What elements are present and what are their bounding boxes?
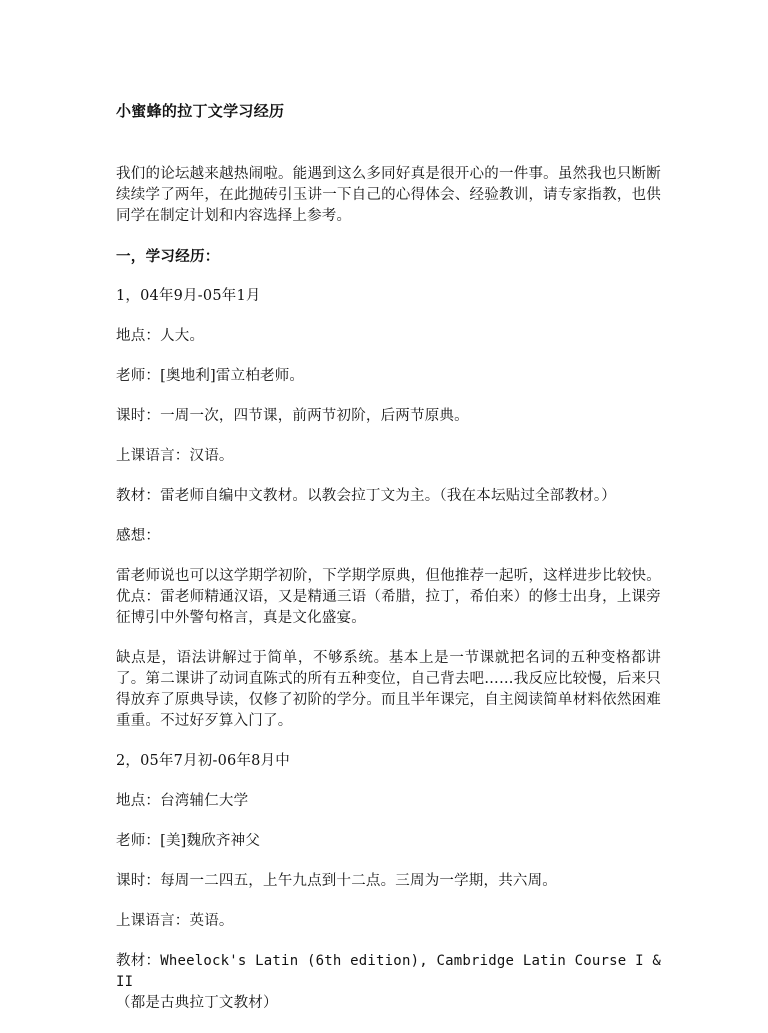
entry2-language: 上课语言：英语。: [116, 913, 234, 929]
entry1-thoughts-paragraph-2: 缺点是，语法讲解过于简单，不够系统。基本上是一节课就把名词的五种变格都讲了。第二课讲了动词直陈式的所有五种变位，自己背去吧……我反应比较慢，后来只得放弃了原典导读，仅修了初阶的学分。而且半年课完，自主阅读简单材料依然困难重重。不过好歹算入门了。: [116, 650, 661, 729]
entry1-textbook: 教材：雷老师自编中文教材。以教会拉丁文为主。（我在本坛贴过全部教材。）: [116, 488, 616, 504]
entry1-schedule: 课时：一周一次，四节课，前两节初阶，后两节原典。: [116, 408, 469, 424]
entry2-period: 2，05年7月初-06年8月中: [116, 753, 290, 769]
section-heading-experience: 一，学习经历：: [116, 248, 220, 265]
document-page: [116, 100, 661, 1033]
intro-paragraph: 我们的论坛越来越热闹啦。能遇到这么多同好真是很开心的一件事。虽然我也只断断续续学了两年，在此抛砖引玉讲一下自己的心得体会、经验教训，请专家指教，也供同学在制定计划和内容选择上参考。: [116, 166, 661, 224]
entry1-location: 地点：人大。: [116, 328, 205, 344]
entry2-textbook: [116, 951, 661, 1014]
entry2-schedule: 课时：每周一二四五，上午九点到十二点。三周为一学期，共六周。: [116, 873, 557, 889]
entry2-textbook-titles: Wheelock's Latin (6th edition), Cambridge Latin Course I & II: [116, 953, 661, 990]
entry1-thoughts-paragraph-1: 雷老师说也可以这学期学初阶，下学期学原典，但他推荐一起听，这样进步比较快。优点：雷老师精通汉语，又是精通三语（希腊，拉丁，希伯来）的修士出身，上课旁征博引中外警句格言，真是文化盛宴。: [116, 568, 661, 626]
entry2-location: 地点：台湾辅仁大学: [116, 793, 249, 809]
entry1-teacher: 老师：[奥地利]雷立柏老师。: [116, 368, 305, 384]
document-title: 小蜜蜂的拉丁文学习经历: [116, 102, 285, 120]
entry1-language: 上课语言：汉语。: [116, 448, 234, 464]
entry2-textbook-prefix: 教材：: [116, 953, 161, 969]
entry2-teacher: 老师：[美]魏欣齐神父: [116, 833, 261, 849]
entry1-thoughts-label: 感想：: [116, 528, 161, 544]
entry1-period: 1，04年9月-05年1月: [116, 288, 261, 304]
entry2-textbook-note: （都是古典拉丁文教材）: [116, 995, 278, 1011]
